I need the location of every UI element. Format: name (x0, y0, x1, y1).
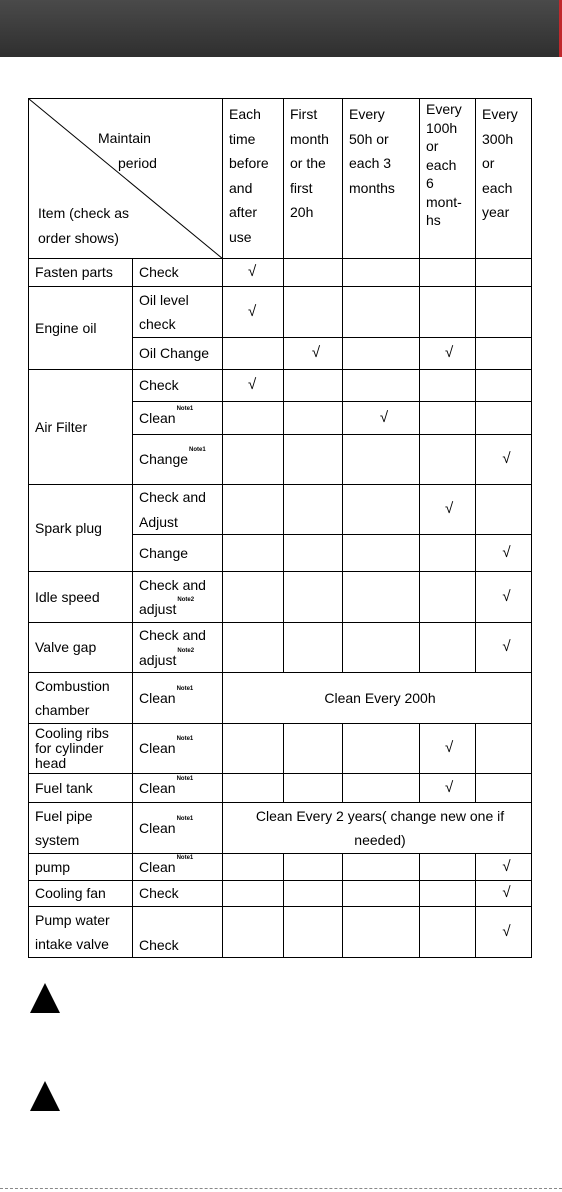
table-row (29, 673, 532, 724)
note-marker: Note1 (189, 447, 206, 454)
note-marker: Note1 (176, 854, 194, 861)
table-row (29, 485, 532, 535)
action-cell: Check (133, 907, 223, 958)
corner-maintain-label: Maintain (98, 130, 151, 146)
check-mark: √ (476, 907, 532, 958)
check-mark: √ (223, 287, 284, 338)
note-marker: Note1 (176, 685, 194, 692)
interval-span-cell: Clean Every 200h (223, 673, 532, 724)
note-marker: Note1 (176, 775, 194, 782)
table-row (29, 907, 532, 958)
header-row (29, 99, 532, 259)
item-cell: pump (29, 854, 133, 881)
table-row (29, 881, 532, 907)
check-mark: √ (343, 402, 420, 435)
header-bar (0, 0, 562, 57)
item-cell: Valve gap (29, 623, 133, 673)
action-cell: Clean$^{Note1}$ (133, 774, 223, 803)
check-mark: √ (223, 259, 284, 287)
check-mark: √ (223, 370, 284, 402)
table-row (29, 287, 532, 338)
action-cell: Change (133, 535, 223, 572)
maintenance-schedule-table (28, 98, 532, 958)
table-row (29, 854, 532, 881)
check-mark: √ (476, 881, 532, 907)
corner-item-label: Item (check as (38, 205, 130, 221)
corner-period-label: period (118, 155, 157, 171)
corner-item-label: order shows) (38, 230, 119, 246)
item-cell: Cooling ribs for cylinder head (29, 724, 133, 774)
table-row (29, 803, 532, 854)
action-cell: Clean$^{Note1}$ (133, 673, 223, 724)
note-marker: Note2 (177, 647, 195, 654)
item-cell: Fuel tank (29, 774, 133, 803)
warning-triangle-icon (30, 1081, 60, 1111)
action-cell: Clean$^{Note1}$ (133, 803, 223, 854)
check-mark: √ (476, 535, 532, 572)
check-mark: √ (476, 854, 532, 881)
item-cell: Spark plug (29, 485, 133, 572)
warning-triangle-icon (30, 983, 60, 1013)
check-mark: √ (284, 338, 343, 370)
check-mark: √ (420, 774, 476, 803)
note-marker: Note1 (176, 405, 194, 412)
item-cell: Fasten parts (29, 259, 133, 287)
action-cell: Check and adjust$^{Note2}$ (133, 623, 223, 673)
item-cell: Combustion chamber (29, 673, 133, 724)
action-cell: Clean$^{Note1}$ (133, 724, 223, 774)
action-cell: Change$^{Note1}$ (133, 435, 223, 485)
table-row (29, 259, 532, 287)
check-mark: √ (420, 724, 476, 774)
table-row (29, 623, 532, 673)
check-mark: √ (420, 338, 476, 370)
period-header-50h: Every 50h or each 3 months (343, 99, 420, 259)
action-cell: Check and adjust$^{Note2}$ (133, 572, 223, 623)
table-row (29, 370, 532, 402)
period-header-300h: Every 300h or each year (476, 99, 532, 259)
table-row (29, 572, 532, 623)
check-mark: √ (476, 572, 532, 623)
table-row (29, 724, 532, 774)
period-header-each-use: Each time before and after use (223, 99, 284, 259)
check-mark: √ (476, 623, 532, 673)
table-corner-cell (29, 99, 223, 259)
item-cell: Engine oil (29, 287, 133, 370)
interval-span-cell: Clean Every 2 years( change new one if needed) (223, 803, 532, 854)
item-cell: Idle speed (29, 572, 133, 623)
action-cell: Clean$^{Note1}$ (133, 854, 223, 881)
page-bottom-rule (0, 1188, 562, 1189)
action-cell: Clean$^{Note1}$ (133, 402, 223, 435)
item-cell: Pump water intake valve (29, 907, 133, 958)
note-marker: Note1 (176, 736, 194, 743)
action-cell: Check and Adjust (133, 485, 223, 535)
item-cell: Fuel pipe system (29, 803, 133, 854)
period-header-100h: Every 100h or each 6 mont- hs (420, 99, 476, 259)
action-cell: Check (133, 370, 223, 402)
period-header-first-month: First month or the first 20h (284, 99, 343, 259)
check-mark: √ (476, 435, 532, 485)
check-mark: √ (420, 485, 476, 535)
note-marker: Note2 (177, 597, 195, 603)
action-cell: Check (133, 881, 223, 907)
action-cell: Oil Change (133, 338, 223, 370)
item-cell: Air Filter (29, 370, 133, 485)
table-row (29, 774, 532, 803)
action-cell: Check (133, 259, 223, 287)
note-marker: Note1 (176, 815, 194, 822)
action-cell: Oil level check (133, 287, 223, 338)
item-cell: Cooling fan (29, 881, 133, 907)
